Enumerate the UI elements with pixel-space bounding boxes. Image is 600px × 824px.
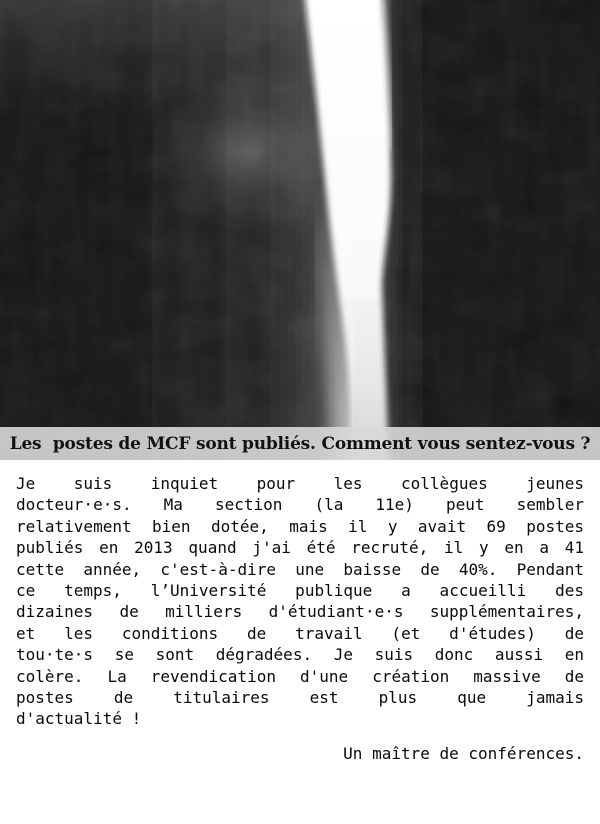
body-line: Je suis inquiet pour les collègues jeunes [16,474,584,493]
body-line: d'actualité ! [16,709,142,729]
signature-line: Un maître de conférences. [343,743,584,763]
body-line: tou·te·s se sont dégradées. Je suis donc aussi en [16,645,584,665]
body-line: relativement bien dotée, mais il y avait 69 postes [16,516,584,536]
body-line: docteur·e·s. Ma section (la 11e) peut sembler [16,495,584,515]
headline-band [0,427,600,460]
testimonial-section [0,460,600,764]
body-line: colère. La revendication d'une création massive de [16,666,584,686]
body-line: publiés en 2013 quand j'ai été recruté, il y en a 41 [16,538,584,558]
body-line: cette année, c'est-à-dire une baisse de 40%. Pendant [16,559,584,579]
testimonial-paragraph [16,473,584,730]
body-line: dizaines de milliers d'étudiant·e·s supplémentaires, [16,602,584,622]
body-line: ce temps, l’Université publique a accueilli des [16,581,584,601]
body-line: et les conditions de travail (et d'études) de [16,623,584,643]
body-line: postes de titulaires est plus que jamais [16,688,584,708]
headline-text: Les postes de MCF sont publiés. Comment vous sentez-vous ? [9,433,591,454]
